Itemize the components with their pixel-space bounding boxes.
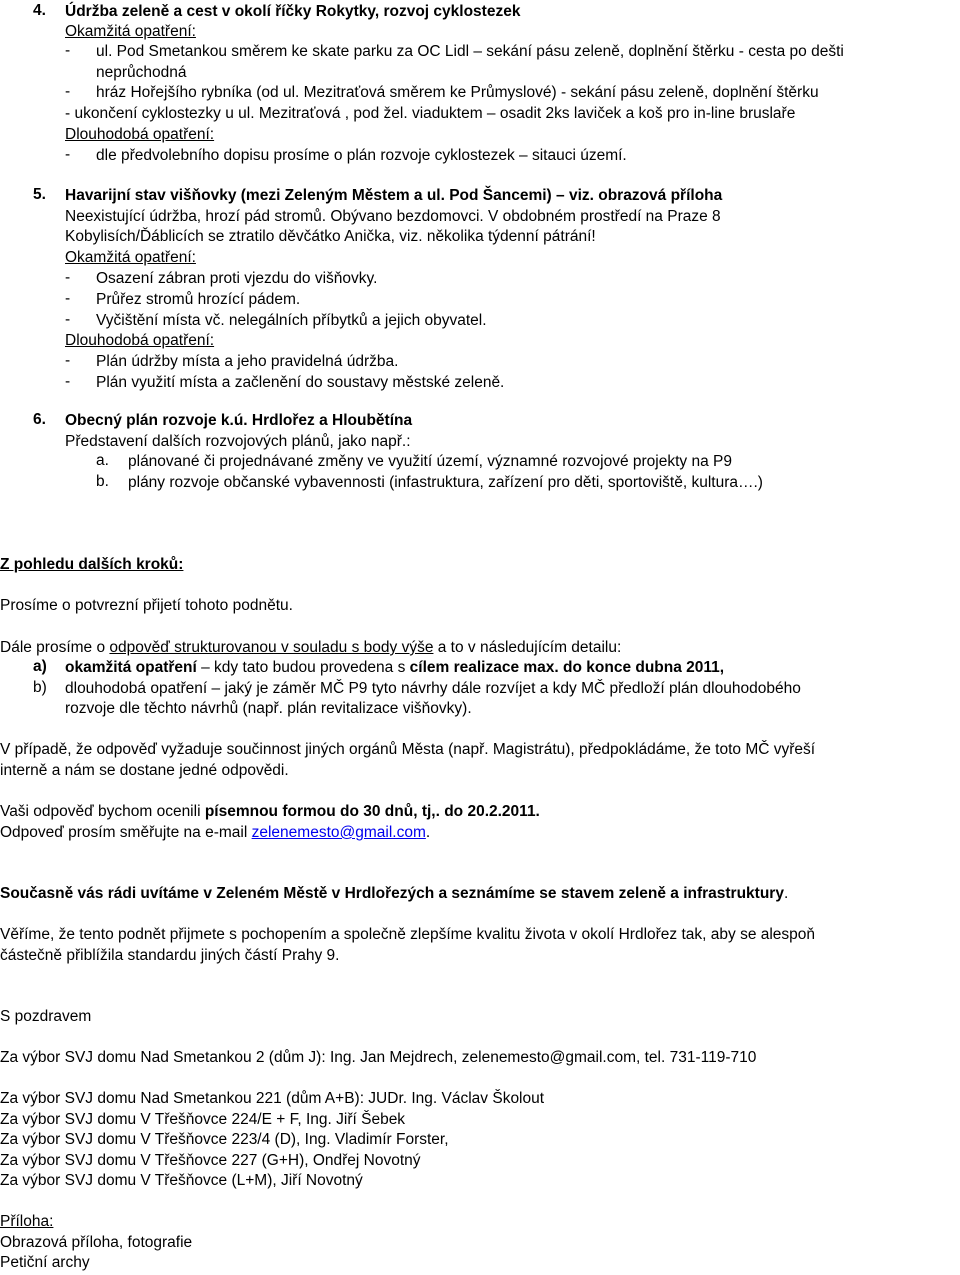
text-run: – kdy tato budou provedena s [196, 659, 410, 676]
paragraph: Věříme, že tento podnět přijmete s pochopením a společně zlepšíme kvalitu života v okolí Hrdlořez tak, aby se alespoň [0, 926, 816, 943]
paragraph: částečně přiblížila standardu jiných částí Prahy 9. [0, 947, 340, 964]
attachment-item: Obrazová příloha, fotografie [0, 1234, 193, 1251]
list-item [65, 658, 724, 678]
list-item: Plán údržby místa a jeho pravidelná údržba. [96, 353, 399, 370]
list-letter: a. [96, 452, 109, 469]
list-bullet: - [65, 373, 71, 390]
section-number: 6. [33, 411, 46, 428]
list-bullet: - [65, 83, 71, 100]
list-item: Průřez stromů hrozící pádem. [96, 291, 301, 308]
email-link[interactable]: zelenemesto@gmail.com [251, 824, 426, 841]
text-run: Dále prosíme o [0, 639, 110, 656]
list-item: ul. Pod Smetankou směrem ke skate parku za OC Lidl – sekání pásu zeleně, doplnění štěrku - cesta po dešti [96, 43, 844, 60]
list-bullet: - [65, 269, 71, 286]
text-run: a to v následujícím detailu: [433, 639, 622, 656]
bold-text: cílem realizace max. do konce dubna 2011, [409, 659, 725, 676]
section-title: Údržba zeleně a cest v okolí říčky Rokytky, rozvoj cyklostezek [65, 3, 521, 20]
paragraph: V případě, že odpověď vyžaduje součinnost jiných orgánů Města (např. Magistrátu), předpokládáme, že toto MČ vyřeší [0, 741, 816, 758]
section-number: 5. [33, 186, 46, 203]
underlined-text: odpověď strukturovanou v souladu s body výše [109, 639, 434, 656]
signature-line: Za výbor SVJ domu Nad Smetankou 2 (dům J): Ing. Jan Mejdrech, zelenemesto@gmail.com, tel. 731-119-710 [0, 1049, 757, 1066]
list-item-continuation: rozvoje dle těchto návrhů (např. plán revitalizace višňovky). [65, 700, 472, 717]
text-run: Vaši odpověď bychom ocenili [0, 803, 205, 820]
list-bullet: - [65, 42, 71, 59]
signature-line: Za výbor SVJ domu V Třešňovce 224/E + F, Ing. Jiří Šebek [0, 1111, 406, 1128]
bold-text: písemnou formou do 30 dnů, tj,. do 20.2.2011. [204, 803, 540, 820]
list-item: plánované či projednávané změny ve využití území, významné rozvojové projekty na P9 [128, 453, 732, 470]
bold-text: Současně vás rádi uvítáme v Zeleném Městě v Hrdlořezých a seznámíme se stavem zeleně a infrastruktury [0, 885, 784, 902]
immediate-measures-label: Okamžitá opatření: [65, 23, 196, 40]
greeting: S pozdravem [0, 1008, 92, 1025]
paragraph [0, 823, 430, 843]
list-item: Osazení zábran proti vjezdu do višňovky. [96, 270, 378, 287]
text-run: . [783, 885, 789, 902]
paragraph [0, 638, 621, 658]
signature-line: Za výbor SVJ domu V Třešňovce 227 (G+H), Ondřej Novotný [0, 1152, 421, 1169]
list-bullet: - [65, 290, 71, 307]
list-item: Plán využití místa a začlenění do soustavy městské zeleně. [96, 374, 505, 391]
long-term-measures-label: Dlouhodobá opatření: [65, 332, 215, 349]
paragraph: Představení dalších rozvojových plánů, jako např.: [65, 433, 411, 450]
signature-line: Za výbor SVJ domu V Třešňovce 223/4 (D), Ing. Vladimír Forster, [0, 1131, 449, 1148]
list-letter: b) [33, 679, 47, 696]
list-bullet: - [65, 311, 71, 328]
list-bullet: - [65, 352, 71, 369]
bold-text: okamžitá opatření [65, 659, 197, 676]
section-number: 4. [33, 2, 46, 19]
list-item-continuation: neprůchodná [96, 64, 187, 81]
immediate-measures-label: Okamžitá opatření: [65, 249, 196, 266]
list-item: plány rozvoje občanské vybavennosti (infastruktura, zařízení pro děti, sportoviště, kultura….) [128, 474, 763, 491]
next-steps-heading: Z pohledu dalších kroků: [0, 556, 184, 573]
text-run: Odpoveď prosím směřujte na e-mail [0, 824, 252, 841]
paragraph: Prosíme o potvrezní přijetí tohoto podnětu. [0, 597, 293, 614]
list-letter: b. [96, 473, 109, 490]
paragraph [0, 884, 788, 904]
text-run: . [425, 824, 431, 841]
paragraph [0, 802, 540, 822]
list-bullet: - [65, 146, 71, 163]
attachment-item: Petiční archy [0, 1254, 90, 1271]
list-item: dlouhodobá opatření – jaký je záměr MČ P9 tyto návrhy dále rozvíjet a kdy MČ předloží plán dlouhodobého [65, 680, 801, 697]
long-term-measures-label: Dlouhodobá opatření: [65, 126, 215, 143]
list-item: dle předvolebního dopisu prosíme o plán rozvoje cyklostezek – sitauci území. [96, 147, 627, 164]
section-title: Obecný plán rozvoje k.ú. Hrdlořez a Hloubětína [65, 412, 413, 429]
paragraph: Kobylisích/Ďáblicích se ztratilo děvčátko Anička, viz. několika týdenní pátrání! [65, 228, 596, 245]
section-title: Havarijní stav višňovky (mezi Zeleným Městem a ul. Pod Šancemi) – viz. obrazová příloha [65, 187, 723, 204]
list-item: hráz Hořejšího rybníka (od ul. Mezitraťová směrem ke Průmyslové) - sekání pásu zeleně, doplnění štěrku [96, 84, 819, 101]
attachment-label: Příloha: [0, 1213, 54, 1230]
paragraph: Neexistující údržba, hrozí pád stromů. Obývano bezdomovci. V obdobném prostředí na Praze 8 [65, 208, 721, 225]
signature-line: Za výbor SVJ domu V Třešňovce (L+M), Jiří Novotný [0, 1172, 363, 1189]
list-item-continuation: - ukončení cyklostezky u ul. Mezitraťová , pod žel. viaduktem – osadit 2ks laviček a koš pro in-line bruslaře [65, 105, 796, 122]
list-letter: a) [33, 658, 47, 675]
list-item: Vyčištění místa vč. nelegálních příbytků a jejich obyvatel. [96, 312, 487, 329]
paragraph: interně a nám se dostane jedné odpovědi. [0, 762, 289, 779]
signature-line: Za výbor SVJ domu Nad Smetankou 221 (dům A+B): JUDr. Ing. Václav Školout [0, 1090, 545, 1107]
